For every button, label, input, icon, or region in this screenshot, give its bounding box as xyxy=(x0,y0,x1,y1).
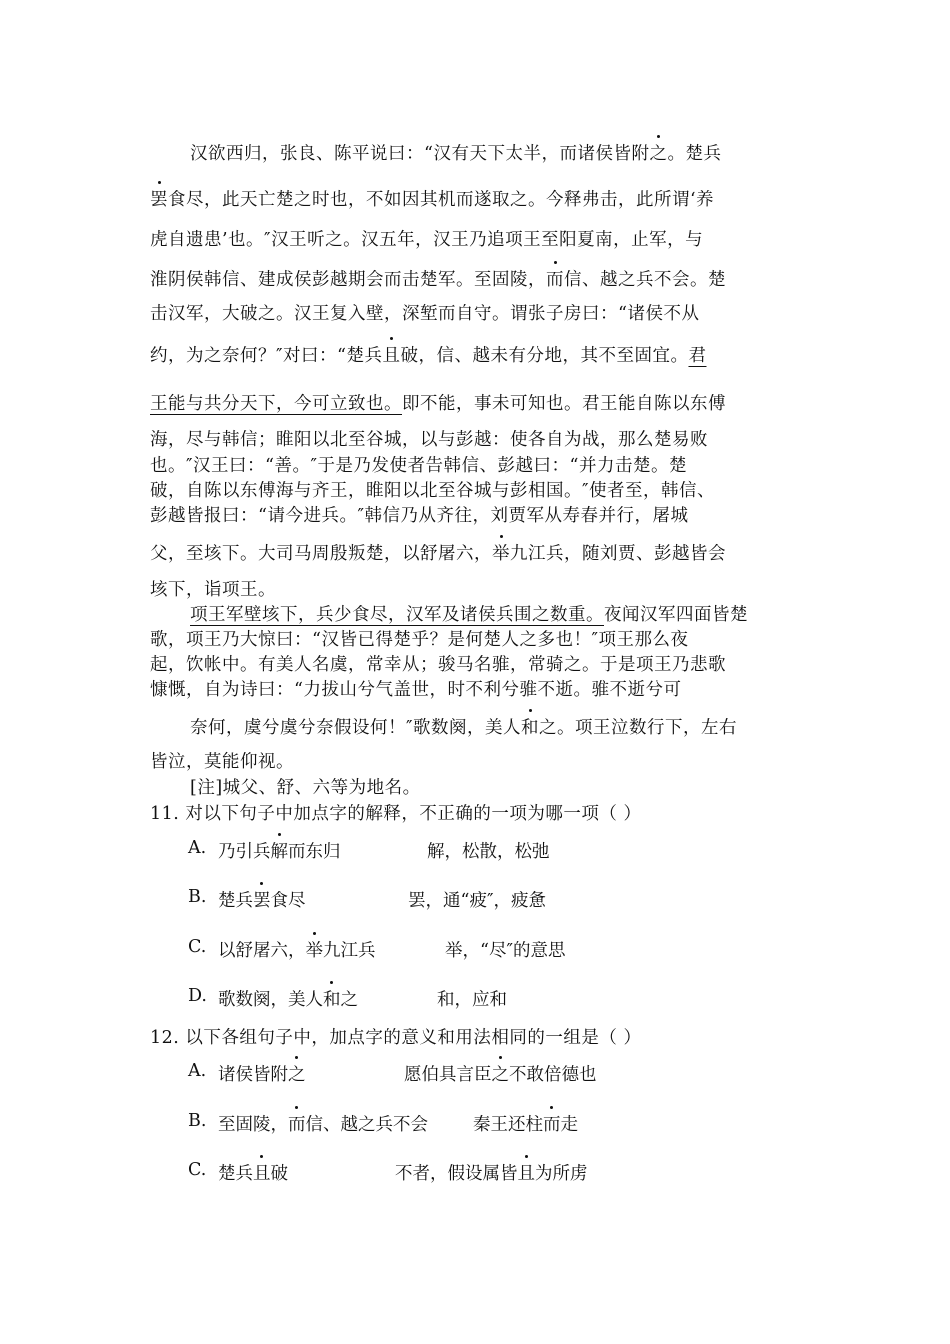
text: 食尽，此天亡楚之时也，不如因其机而遂取之。今释弗击，此所谓‘养 xyxy=(168,190,715,210)
dotted-char: 而 xyxy=(543,1111,561,1136)
text: 破，信、越未有分地，其不至固宜。 xyxy=(400,346,689,366)
text: 。楚兵 xyxy=(667,144,722,164)
text: 不敢倍德也 xyxy=(509,1065,597,1085)
option-letter: C. xyxy=(188,937,207,957)
text: 愿伯具言臣 xyxy=(404,1065,492,1085)
option-gloss: 举，“尽″的意思 xyxy=(445,941,566,961)
text: 信、越之兵不会 xyxy=(305,1115,428,1135)
underlined-text: 王能与共分天下，今可立致也。 xyxy=(150,394,402,414)
text: 汉欲西归，张良、陈平说曰：“汉有天下太半，而诸侯皆附 xyxy=(190,144,650,164)
text: 淮阴侯韩信、建成侯彭越期会而击楚军。至固陵， xyxy=(150,270,546,290)
option-sentence-2 xyxy=(395,1160,588,1185)
dotted-char: 举 xyxy=(492,540,510,565)
text: 奈何，虞兮虞兮奈假设何！″歌数阕，美人 xyxy=(190,718,522,738)
text: 不者，假设属皆 xyxy=(395,1164,518,1184)
option-sentence xyxy=(218,838,341,863)
option-sentence xyxy=(218,1160,288,1185)
option-letter: A. xyxy=(188,1061,207,1081)
passage-line xyxy=(150,266,726,291)
dotted-char: 且 xyxy=(518,1160,536,1185)
passage-line: 海，尽与韩信；睢阳以北至谷城，以与彭越：使各自为战，那么楚易败 xyxy=(150,430,708,450)
text: 食尽 xyxy=(270,891,306,911)
option-sentence xyxy=(218,1111,428,1136)
dotted-char: 且 xyxy=(253,1160,271,1185)
option-sentence-2 xyxy=(473,1111,578,1136)
dotted-char: 而 xyxy=(546,266,564,291)
text: 九江兵，随刘贾、彭越皆会 xyxy=(510,544,726,564)
dotted-char: 解 xyxy=(271,838,289,863)
text: 以舒屠六， xyxy=(218,941,306,961)
footnote: [注]城父、舒、六等为地名。 xyxy=(190,778,421,798)
text: 诸侯皆附 xyxy=(218,1065,288,1085)
question-11-stem: 11. 对以下句子中加点字的解释，不正确的一项为哪一项（ ） xyxy=(150,804,642,824)
dotted-char: 而 xyxy=(288,1111,306,1136)
passage-line: 歌，项王乃大惊曰：“汉皆已得楚乎？是何楚人之多也！″项王那么夜 xyxy=(150,630,689,650)
dotted-char: 之 xyxy=(649,140,667,165)
question-12-stem: 12. 以下各组句子中，加点字的意义和用法相同的一组是（ ） xyxy=(150,1028,642,1048)
passage-line: 起，饮帐中。有美人名虞，常幸从；骏马名骓，常骑之。于是项王乃悲歌 xyxy=(150,655,726,675)
text: 为所虏 xyxy=(535,1164,588,1184)
option-letter: A. xyxy=(188,838,207,858)
dotted-char: 罢 xyxy=(150,186,168,211)
passage-line: 彭越皆报曰：“请今进兵。″韩信乃从齐往，刘贾军从寿春并行，屠城 xyxy=(150,506,689,526)
option-sentence xyxy=(218,1061,306,1086)
text: 即不能，事未可知也。君王能自陈以东傅 xyxy=(402,394,726,414)
text: 而东归 xyxy=(288,842,341,862)
passage-line: 破，自陈以东傅海与齐王，睢阳以北至谷城与彭相国。″使者至，韩信、 xyxy=(150,481,716,501)
option-sentence xyxy=(218,986,358,1011)
underlined-text: 君 xyxy=(688,346,707,366)
text: 秦王还柱 xyxy=(473,1115,543,1135)
text: 乃引兵 xyxy=(218,842,271,862)
text: 父，至垓下。大司马周殷叛楚，以舒屠六， xyxy=(150,544,492,564)
option-sentence xyxy=(218,887,306,912)
dotted-char: 和 xyxy=(521,714,539,739)
option-gloss: 解，松散，松弛 xyxy=(427,842,550,862)
dotted-char: 之 xyxy=(492,1061,510,1086)
option-gloss: 罢，通“疲″，疲惫 xyxy=(408,891,546,911)
passage-line: 垓下，诣项王。 xyxy=(150,580,276,600)
passage-line xyxy=(150,186,714,211)
dotted-char: 罢 xyxy=(253,887,271,912)
option-letter: C. xyxy=(188,1160,207,1180)
text: 之。项王泣数行下，左右 xyxy=(539,718,738,738)
text: 九江兵 xyxy=(323,941,376,961)
text: 楚兵 xyxy=(218,1164,253,1184)
passage-line xyxy=(150,390,726,415)
option-gloss: 和，应和 xyxy=(437,990,507,1010)
passage-line xyxy=(190,140,721,165)
option-letter: B. xyxy=(188,887,207,907)
text: 破 xyxy=(270,1164,288,1184)
option-sentence-2 xyxy=(404,1061,597,1086)
dotted-char: 且 xyxy=(382,342,400,367)
passage-line: 虎自遗患’也。″汉王听之。汉五年，汉王乃追项王至阳夏南，止军，与 xyxy=(150,230,704,250)
text: 之 xyxy=(340,990,358,1010)
option-letter: B. xyxy=(188,1111,207,1131)
text: 夜闻汉军四面皆楚 xyxy=(604,605,748,625)
passage-line: 皆泣，莫能仰视。 xyxy=(150,752,294,772)
dotted-char: 之 xyxy=(288,1061,306,1086)
passage-line xyxy=(150,342,706,367)
text: 约，为之奈何？″对曰：“楚兵 xyxy=(150,346,383,366)
underlined-text: 项王军壁垓下，兵少食尽，汉军及诸侯兵围之数重。 xyxy=(190,605,604,625)
text: 楚兵 xyxy=(218,891,253,911)
text: 至固陵， xyxy=(218,1115,288,1135)
option-sentence xyxy=(218,937,376,962)
text: 歌数阕，美人 xyxy=(218,990,323,1010)
passage-line xyxy=(150,540,726,565)
text: 信、越之兵不会。楚 xyxy=(564,270,726,290)
passage-line: 慷慨，自为诗曰：“力拔山兮气盖世，时不利兮骓不逝。骓不逝兮可 xyxy=(150,680,682,700)
passage-line xyxy=(190,601,748,626)
passage-line xyxy=(190,714,737,739)
passage-line: 也。″汉王曰：“善。″于是乃发使者告韩信、彭越曰：“并力击楚。楚 xyxy=(150,456,687,476)
dotted-char: 和 xyxy=(323,986,341,1011)
dotted-char: 举 xyxy=(306,937,324,962)
text: 走 xyxy=(560,1115,578,1135)
option-letter: D. xyxy=(188,986,207,1006)
passage-line: 击汉军，大破之。汉王复入壁，深堑而自守。谓张子房曰：“诸侯不从 xyxy=(150,304,700,324)
